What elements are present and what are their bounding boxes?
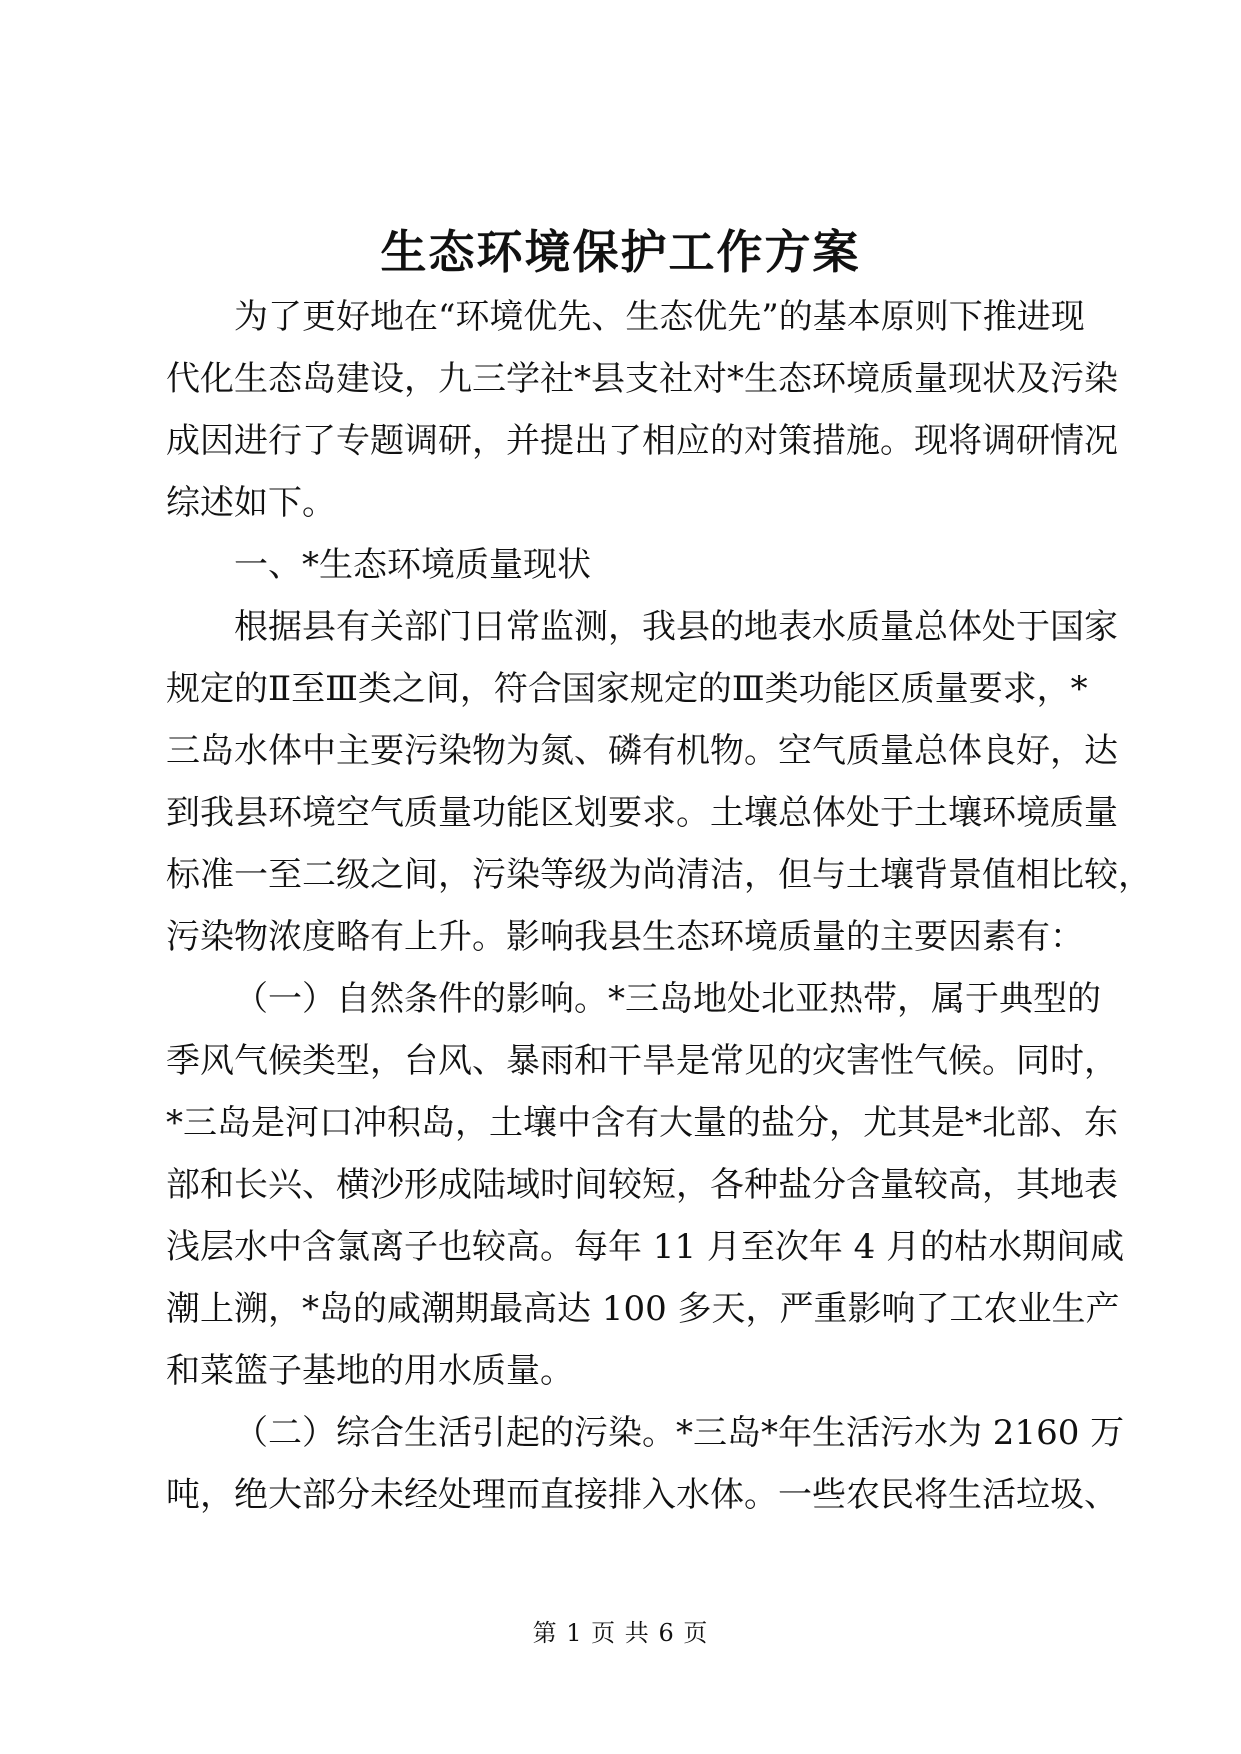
paragraph-line: 潮上溯，*岛的咸潮期最高达 100 多天，严重影响了工农业生产 xyxy=(166,1289,1120,1329)
paragraph-line: 吨，绝大部分未经处理而直接排入水体。一些农民将生活垃圾、 xyxy=(166,1475,1118,1515)
paragraph-line: 到我县环境空气质量功能区划要求。土壤总体处于土壤环境质量 xyxy=(166,793,1118,833)
paragraph-line: 标准一至二级之间，污染等级为尚清洁，但与土壤背景值相比较， xyxy=(166,855,1152,895)
document-title: 生态环境保护工作方案 xyxy=(380,225,861,279)
paragraph-line: 污染物浓度略有上升。影响我县生态环境质量的主要因素有： xyxy=(166,917,1084,957)
paragraph-line: 浅层水中含氯离子也较高。每年 11 月至次年 4 月的枯水期间咸 xyxy=(166,1227,1125,1267)
page-footer: 第 1 页 共 6 页 xyxy=(532,1619,709,1647)
paragraph-line: 为了更好地在“环境优先、生态优先”的基本原则下推进现 xyxy=(234,297,1085,337)
paragraph-line: 季风气候类型，台风、暴雨和干旱是常见的灾害性气候。同时， xyxy=(166,1041,1118,1081)
section-heading: 一、*生态环境质量现状 xyxy=(234,545,591,585)
paragraph-line: 成因进行了专题调研，并提出了相应的对策措施。现将调研情况 xyxy=(166,421,1118,461)
paragraph-line: 三岛水体中主要污染物为氮、磷有机物。空气质量总体良好，达 xyxy=(166,731,1118,771)
document-body xyxy=(166,286,1152,1526)
paragraph-line: 和菜篮子基地的用水质量。 xyxy=(166,1351,574,1391)
paragraph-line: 部和长兴、横沙形成陆域时间较短，各种盐分含量较高，其地表 xyxy=(166,1165,1118,1205)
paragraph-line: 根据县有关部门日常监测，我县的地表水质量总体处于国家 xyxy=(234,607,1118,647)
paragraph-line: 综述如下。 xyxy=(166,483,336,523)
paragraph-line: （二）综合生活引起的污染。*三岛*年生活污水为 2160 万 xyxy=(234,1413,1125,1453)
paragraph-line: 代化生态岛建设，九三学社*县支社对*生态环境质量现状及污染 xyxy=(166,359,1118,399)
paragraph-line: *三岛是河口冲积岛，土壤中含有大量的盐分，尤其是*北部、东 xyxy=(166,1103,1118,1143)
paragraph-line: 规定的Ⅱ至Ⅲ类之间，符合国家规定的Ⅲ类功能区质量要求，* xyxy=(166,669,1088,709)
paragraph-line: （一）自然条件的影响。*三岛地处北亚热带，属于典型的 xyxy=(234,979,1101,1019)
